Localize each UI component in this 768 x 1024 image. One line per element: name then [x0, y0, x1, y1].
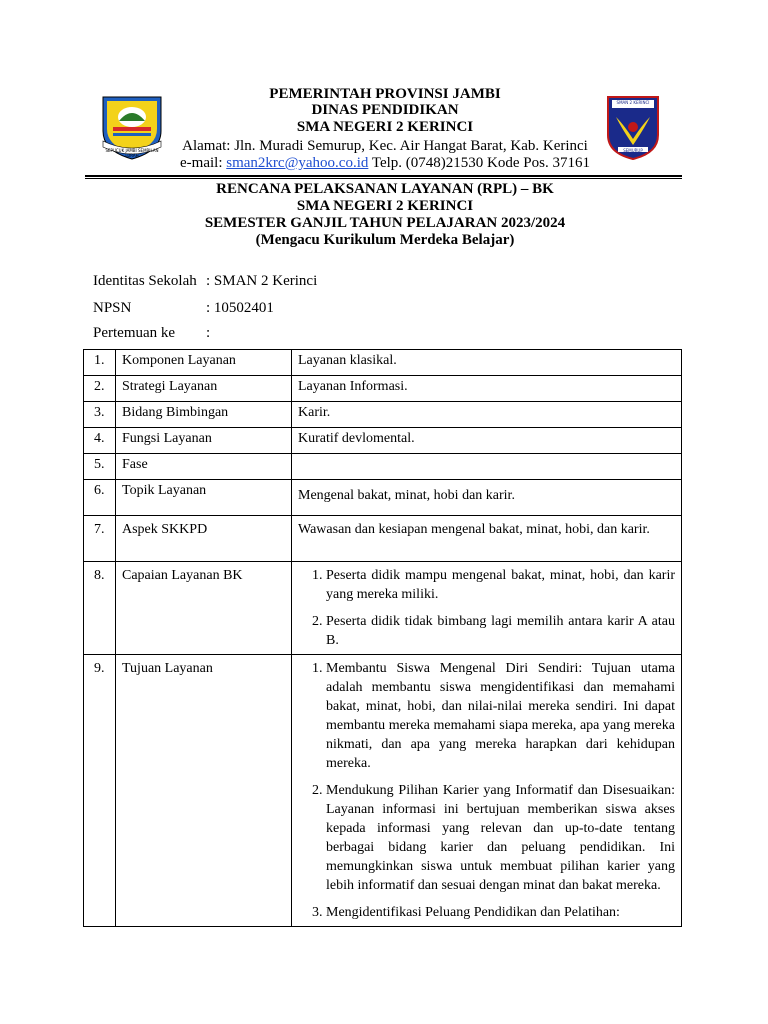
table-row [84, 350, 682, 376]
phone-text: Telp. (0748)21530 Kode Pos. 37161 [368, 155, 590, 171]
table-row [84, 428, 682, 454]
row-value: Karir. [292, 402, 682, 428]
identity-meeting [93, 325, 210, 342]
letterhead-rule [85, 175, 682, 177]
row-number: 7. [84, 516, 116, 562]
doc-title-curriculum: (Mengacu Kurikulum Merdeka Belajar) [255, 232, 515, 248]
table-row [84, 454, 682, 480]
letterhead-agency: DINAS PENDIDIKAN [311, 102, 459, 118]
objective-list [298, 659, 675, 922]
identity-school [93, 273, 317, 290]
right-logo-label: SMAN 2 KERINCI [616, 100, 650, 105]
doc-title: RENCANA PELAKSANAN LAYANAN (RPL) – BK [216, 181, 554, 197]
identity-value: : [206, 325, 211, 341]
letterhead-address: Alamat: Jln. Muradi Semurup, Kec. Air Hangat Barat, Kab. Kerinci [182, 138, 588, 154]
row-number: 4. [84, 428, 116, 454]
identity-key: NPSN [93, 300, 132, 316]
letterhead-rule-thin [85, 178, 682, 179]
identity-value: : 10502401 [206, 300, 274, 316]
row-number: 6. [84, 480, 116, 516]
row-value: Kuratif devlomental. [292, 428, 682, 454]
row-number: 9. [84, 655, 116, 927]
letterhead-province: PEMERINTAH PROVINSI JAMBI [269, 86, 501, 102]
email-label: e-mail: [180, 155, 227, 171]
row-value-text: Mengenal bakat, minat, hobi dan karir. [298, 488, 515, 503]
right-logo-sublabel: SEMURUP [623, 148, 643, 153]
table-row [84, 480, 682, 516]
row-value [292, 480, 682, 516]
row-value: Layanan Informasi. [292, 376, 682, 402]
row-value: Wawasan dan kesiapan mengenal bakat, minat, hobi, dan karir. [292, 516, 682, 562]
table-row [84, 402, 682, 428]
row-component: Tujuan Layanan [116, 655, 292, 927]
row-value-list [292, 655, 682, 927]
row-number: 5. [84, 454, 116, 480]
letterhead-school: SMA NEGERI 2 KERINCI [296, 119, 474, 135]
row-component: Topik Layanan [116, 480, 292, 516]
left-logo-motto: SEPUCUK JAMBI SEMBILAN LURAH [105, 148, 159, 158]
identity-npsn [93, 300, 274, 317]
list-item: 2. Peserta didik tidak bimbang lagi memilih antara karir A atau B. [326, 612, 675, 650]
row-component: Fase [116, 454, 292, 480]
list-item: 3. Mengidentifikasi Peluang Pendidikan dan Pelatihan: [326, 903, 675, 922]
email-link[interactable]: sman2krc@yahoo.co.id [226, 155, 369, 171]
row-value: Layanan klasikal. [292, 350, 682, 376]
row-number: 2. [84, 376, 116, 402]
row-value [292, 454, 682, 480]
row-component: Fungsi Layanan [116, 428, 292, 454]
letterhead-contact [150, 155, 620, 172]
doc-title-semester: SEMESTER GANJIL TAHUN PELAJARAN 2023/2024 [204, 215, 566, 231]
achievement-list [298, 566, 675, 650]
row-component: Komponen Layanan [116, 350, 292, 376]
table-row [84, 376, 682, 402]
list-item: 2. Mendukung Pilihan Karier yang Informatif dan Disesuaikan: Layanan informasi ini bertujuan memberikan siswa akses kepada informasi yang relevan dan up-to-date tentang berbagai bidang karier dan peluang pendidikan. Ini memungkinkan siswa untuk membuat pilihan karier yang lebih informatif dan sesuai dengan minat dan bakat mereka. [326, 781, 675, 895]
doc-title-school: SMA NEGERI 2 KERINCI [296, 198, 474, 214]
row-number: 8. [84, 562, 116, 655]
table-row [84, 655, 682, 927]
table-row [84, 562, 682, 655]
rpl-table [83, 349, 682, 927]
row-component: Aspek SKKPD [116, 516, 292, 562]
identity-key: Identitas Sekolah [93, 273, 197, 289]
identity-key: Pertemuan ke [93, 325, 176, 341]
row-component: Strategi Layanan [116, 376, 292, 402]
table-row [84, 516, 682, 562]
row-component: Capaian Layanan BK [116, 562, 292, 655]
row-component: Bidang Bimbingan [116, 402, 292, 428]
list-item: 1. Membantu Siswa Mengenal Diri Sendiri: Tujuan utama adalah membantu siswa mengidentifikasi dan memahami bakat, minat, hobi, dan nilai-nilai mereka sendiri. Ini dapat membantu mereka memahami siapa mereka, apa yang mereka nikmati, dan apa yang mereka harapkan dari kehidupan mereka. [326, 659, 675, 773]
identity-value: : SMAN 2 Kerinci [206, 273, 318, 289]
list-item: 1. Peserta didik mampu mengenal bakat, minat, hobi, dan karir yang mereka miliki. [326, 566, 675, 604]
row-value-list [292, 562, 682, 655]
row-number: 3. [84, 402, 116, 428]
row-number: 1. [84, 350, 116, 376]
